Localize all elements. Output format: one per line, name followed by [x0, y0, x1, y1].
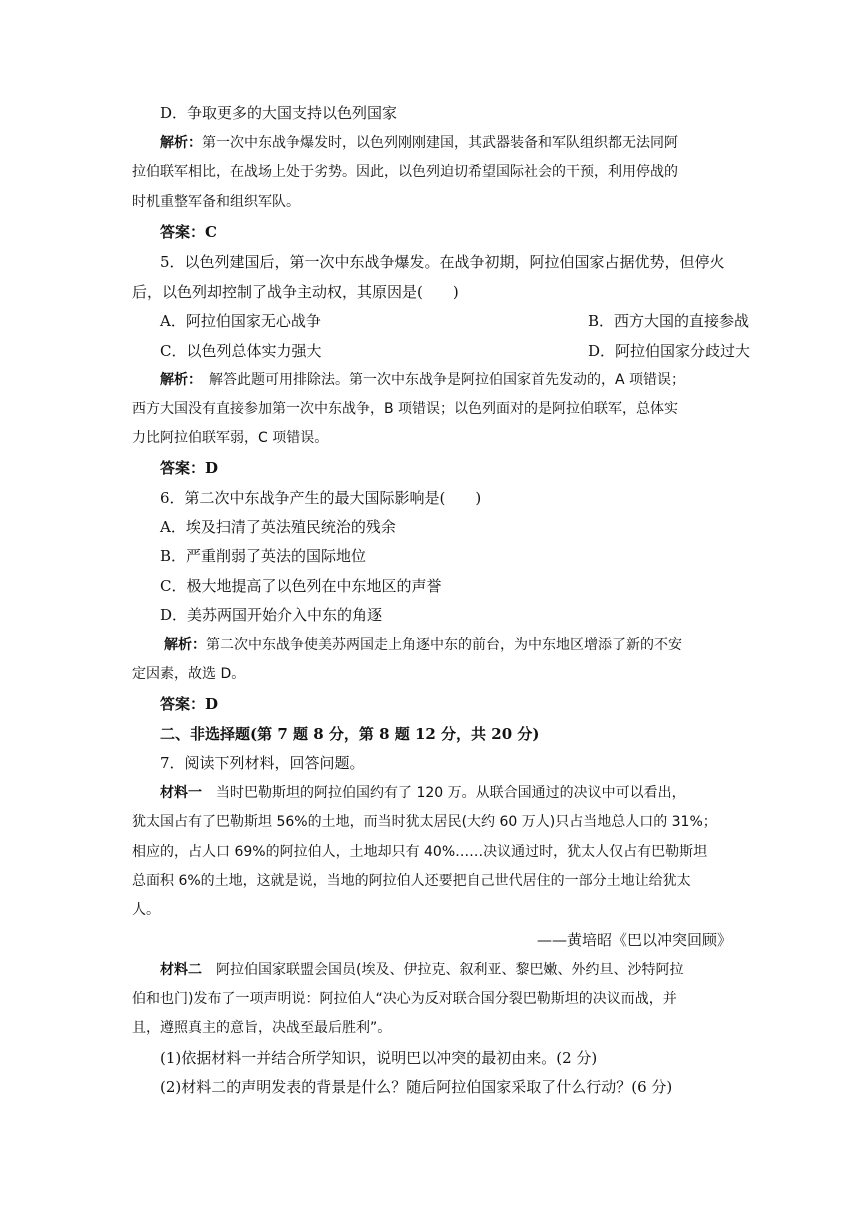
material-2-line2: 伯和也门)发布了一项声明说：阿拉伯人“决心为反对联合国分裂巴勒斯坦的决议而战，并	[132, 991, 677, 1007]
analysis-label: 解析：	[160, 135, 202, 151]
analysis-q5-line1	[160, 370, 732, 390]
question-5-line1: 5．以色列建国后，第一次中东战争爆发。在战争初期，阿拉伯国家占据优势，但停火	[160, 253, 725, 271]
question-7-stem: 7．阅读下列材料，回答问题。	[160, 754, 365, 772]
analysis-q4-line2: 拉伯联军相比，在战场上处于劣势。因此，以色列迫切希望国际社会的干预，利用停战的	[132, 164, 678, 180]
material-2-text: 阿拉伯国家联盟会国员(埃及、伊拉克、叙利亚、黎巴嫩、外约旦、沙特阿拉	[202, 962, 684, 978]
option-d-q5: D．阿拉伯国家分歧过大	[588, 342, 751, 360]
analysis-label: 解析：	[160, 372, 195, 388]
question-5-line2: 后，以色列却控制了战争主动权，其原因是( )	[132, 283, 459, 301]
material-2-line3: 且，遵照真主的意旨，决战至最后胜利”。	[132, 1020, 392, 1036]
analysis-q5-line3: 力比阿拉伯联军弱，C 项错误。	[132, 430, 329, 446]
option-b-q6: B．严重削弱了英法的国际地位	[160, 547, 367, 565]
option-d-q6: D．美苏两国开始介入中东的角逐	[160, 606, 383, 624]
material-1-line5: 人。	[132, 902, 160, 918]
analysis-text: 解答此题可用排除法。第一次中东战争是阿拉伯国家首先发动的，A 项错误；	[195, 372, 686, 388]
material-1-line1	[160, 783, 732, 803]
option-c-q6: C．极大地提高了以色列在中东地区的声誉	[160, 577, 442, 595]
analysis-q6-line2: 定因素，故选 D。	[132, 666, 246, 682]
option-a-q5: A．阿拉伯国家无心战争	[160, 312, 321, 330]
analysis-text: 第二次中东战争使美苏两国走上角逐中东的前台，为中东地区增添了新的不安	[206, 637, 682, 653]
analysis-q5-line2: 西方大国没有直接参加第一次中东战争，B 项错误；以色列面对的是阿拉伯联军，总体实	[132, 401, 679, 417]
material-1-line3: 相应的，占人口 69%的阿拉伯人，土地却只有 40%……决议通过时，犹太人仅占有巴勒斯坦	[132, 844, 708, 860]
material-2-label: 材料二	[160, 962, 202, 978]
option-b-q5: B．西方大国的直接参战	[588, 312, 750, 330]
material-1-line2: 犹太国占有了巴勒斯坦 56%的土地，而当时犹太居民(大约 60 万人)只占当地总人口的 31%；	[132, 814, 717, 830]
answer-q6: 答案：D	[160, 695, 219, 713]
section-heading-non-choice: 二、非选择题(第 7 题 8 分，第 8 题 12 分，共 20 分)	[160, 725, 540, 743]
options-q5-row1	[160, 311, 750, 331]
question-7-part-2: (2)材料二的声明发表的背景是什么？随后阿拉伯国家采取了什么行动？(6 分)	[160, 1078, 673, 1096]
analysis-text: 第一次中东战争爆发时，以色列刚刚建国，其武器装备和军队组织都无法同阿	[202, 135, 678, 151]
answer-q5: 答案：D	[160, 459, 219, 477]
options-q5-row2	[160, 341, 751, 361]
material-1-text: 当时巴勒斯坦的阿拉伯国约有了 120 万。从联合国通过的决议中可以看出，	[202, 785, 686, 801]
option-a-q6: A．埃及扫清了英法殖民统治的残余	[160, 518, 396, 536]
question-6: 6．第二次中东战争产生的最大国际影响是( )	[160, 489, 482, 507]
analysis-q4-line3: 时机重整军备和组织军队。	[132, 194, 300, 210]
material-1-source: ——黄培昭《巴以冲突回顾》	[536, 931, 732, 949]
material-2-line1	[160, 960, 732, 980]
analysis-q4-line1	[160, 133, 732, 153]
option-d-q4: D．争取更多的大国支持以色列国家	[160, 104, 398, 122]
analysis-label: 解析：	[164, 637, 206, 653]
question-7-part-1: (1)依据材料一并结合所学知识，说明巴以冲突的最初由来。(2 分)	[160, 1049, 598, 1067]
analysis-q6-line1	[164, 635, 732, 655]
option-c-q5: C．以色列总体实力强大	[160, 342, 322, 360]
material-1-line4: 总面积 6%的土地，这就是说，当地的阿拉伯人还要把自己世代居住的一部分土地让给犹太	[132, 873, 691, 889]
answer-q4: 答案：C	[160, 223, 217, 241]
material-1-label: 材料一	[160, 785, 202, 801]
